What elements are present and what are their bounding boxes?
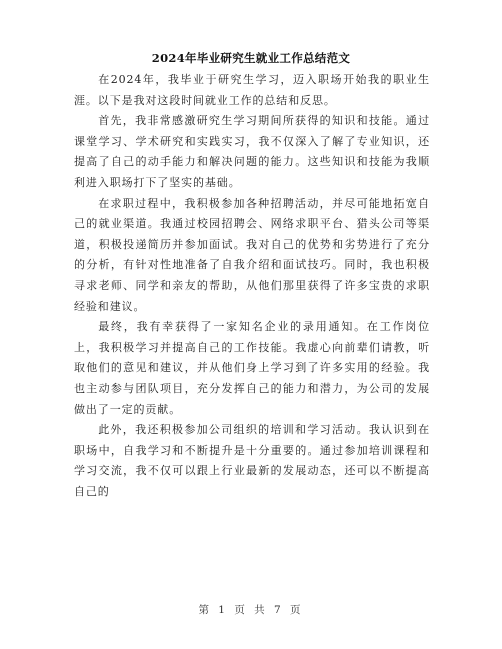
- document-title: 2024年毕业研究生就业工作总结范文: [151, 51, 351, 65]
- page-number-footer: 第 1 页 共 7 页: [198, 604, 304, 616]
- paragraph: 首先，我非常感激研究生学习期间所获得的知识和技能。通过课堂学习、学术研究和实践实习，我不仅深入了解了专业知识，还提高了自己的动手能力和解决问题的能力。这些知识和技能为我顺利进入职场打下了坚实的基础。: [74, 114, 430, 189]
- paragraph: 在求职过程中，我积极参加各种招聘活动，并尽可能地拓宽自己的就业渠道。我通过校园招聘会、网络求职平台、猎头公司等渠道，积极投递简历并参加面试。我对自己的优势和劣势进行了充分的分析，有针对性地准备了自我介绍和面试技巧。同时，我也积极寻求老师、同学和亲友的帮助，从他们那里获得了许多宝贵的求职经验和建议。: [74, 196, 430, 313]
- paragraph: 在2024年，我毕业于研究生学习，迈入职场开始我的职业生涯。以下是我对这段时间就业工作的总结和反思。: [74, 73, 430, 107]
- paragraph: 此外，我还积极参加公司组织的培训和学习活动。我认识到在职场中，自我学习和不断提升是十分重要的。通过参加培训课程和学习交流，我不仅可以跟上行业最新的发展动态，还可以不断提高自己的: [74, 423, 430, 498]
- document-body: [74, 70, 430, 502]
- paragraph: 最终，我有幸获得了一家知名企业的录用通知。在工作岗位上，我积极学习并提高自己的工作技能。我虚心向前辈们请教，听取他们的意见和建议，并从他们身上学习到了许多实用的经验。我也主动参与团队项目，充分发挥自己的能力和潜力，为公司的发展做出了一定的贡献。: [74, 320, 430, 416]
